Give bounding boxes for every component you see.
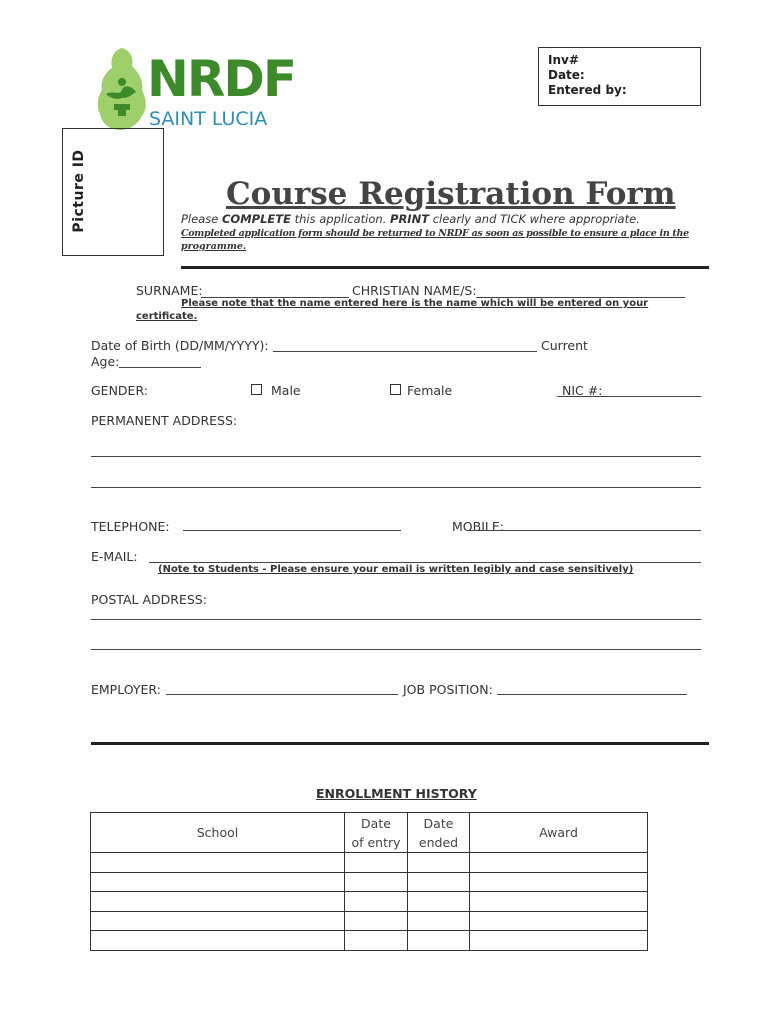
table-header-row [91, 813, 648, 853]
age-label: Age: [91, 354, 120, 369]
date-entry-cell[interactable] [345, 872, 408, 892]
christian-names-label: CHRISTIAN NAME/S: [352, 283, 477, 298]
date-ended-header: Date ended [408, 813, 470, 853]
female-label: Female [407, 383, 453, 398]
date-ended-cell[interactable] [408, 911, 470, 931]
picture-id-box[interactable] [62, 128, 164, 256]
name-note-line2: certificate. [136, 311, 198, 322]
postal-address-label: POSTAL ADDRESS: [91, 592, 207, 607]
date-ended-cell[interactable] [408, 853, 470, 873]
date-entry-cell[interactable] [345, 892, 408, 912]
table-row [91, 872, 648, 892]
date-ended-cell[interactable] [408, 872, 470, 892]
picture-id-label: Picture ID [71, 149, 87, 233]
saint-lucia-map-icon [92, 46, 152, 132]
date-entry-cell[interactable] [345, 911, 408, 931]
date-ended-cell[interactable] [408, 892, 470, 912]
email-field[interactable] [149, 562, 701, 563]
postal-address-line-1[interactable] [91, 619, 701, 620]
form-title: Course Registration Form [226, 176, 676, 212]
form-instructions: Please COMPLETE this application. PRINT clearly and TICK where appropriate. [181, 212, 640, 226]
award-cell[interactable] [470, 931, 648, 951]
section-divider [91, 742, 709, 745]
gender-label: GENDER: [91, 383, 148, 398]
telephone-label: TELEPHONE: [91, 519, 170, 534]
return-note-line1: Completed application form should be returned to NRDF as soon as possible to ensure a place in the [181, 228, 689, 239]
school-cell[interactable] [91, 872, 345, 892]
nic-field[interactable] [557, 396, 701, 397]
logo-location: SAINT LUCIA [149, 108, 268, 130]
table-row [91, 931, 648, 951]
male-checkbox[interactable] [251, 384, 262, 395]
female-checkbox[interactable] [390, 384, 401, 395]
date-entry-cell[interactable] [345, 853, 408, 873]
date-entry-cell[interactable] [345, 931, 408, 951]
employer-field[interactable] [166, 694, 398, 695]
date-label: Date: [548, 68, 585, 82]
mobile-label: MOBILE: [452, 519, 504, 534]
male-label: Male [271, 383, 301, 398]
postal-address-line-2[interactable] [91, 649, 701, 650]
employer-label: EMPLOYER: [91, 682, 161, 697]
permanent-address-line-2[interactable] [91, 487, 701, 488]
enrollment-history-title: ENROLLMENT HISTORY [316, 786, 477, 801]
school-cell[interactable] [91, 911, 345, 931]
permanent-address-label: PERMANENT ADDRESS: [91, 413, 238, 428]
table-row [91, 911, 648, 931]
job-position-label: JOB POSITION: [403, 682, 493, 697]
award-header: Award [470, 813, 648, 853]
logo-brand: NRDF [147, 50, 296, 108]
mobile-field[interactable] [468, 530, 701, 531]
date-ended-cell[interactable] [408, 931, 470, 951]
school-header: School [91, 813, 345, 853]
enrollment-history-table [90, 812, 648, 951]
admin-box [538, 47, 701, 106]
surname-label: SURNAME: [136, 283, 203, 298]
award-cell[interactable] [470, 853, 648, 873]
email-note: (Note to Students - Please ensure your email is written legibly and case sensitively) [158, 564, 634, 575]
award-cell[interactable] [470, 872, 648, 892]
dob-field[interactable] [273, 351, 537, 352]
email-label: E-MAIL: [91, 549, 138, 564]
permanent-address-line-1[interactable] [91, 456, 701, 457]
inv-label: Inv# [548, 53, 579, 67]
name-note-line1: Please note that the name entered here is the name which will be entered on your [181, 298, 649, 309]
nrdf-logo [92, 44, 297, 134]
award-cell[interactable] [470, 892, 648, 912]
telephone-field[interactable] [183, 530, 401, 531]
school-cell[interactable] [91, 853, 345, 873]
current-label: Current [541, 338, 588, 353]
age-field[interactable] [119, 367, 201, 368]
date-of-entry-header: Date of entry [345, 813, 408, 853]
entered-by-label: Entered by: [548, 83, 627, 97]
school-cell[interactable] [91, 892, 345, 912]
table-row [91, 853, 648, 873]
table-row [91, 892, 648, 912]
dob-label: Date of Birth (DD/MM/YYYY): [91, 338, 269, 353]
header-divider [181, 266, 709, 269]
job-position-field[interactable] [497, 694, 687, 695]
return-note-line2: programme. [181, 241, 247, 252]
school-cell[interactable] [91, 931, 345, 951]
award-cell[interactable] [470, 911, 648, 931]
nic-label: NIC #: [562, 383, 603, 398]
